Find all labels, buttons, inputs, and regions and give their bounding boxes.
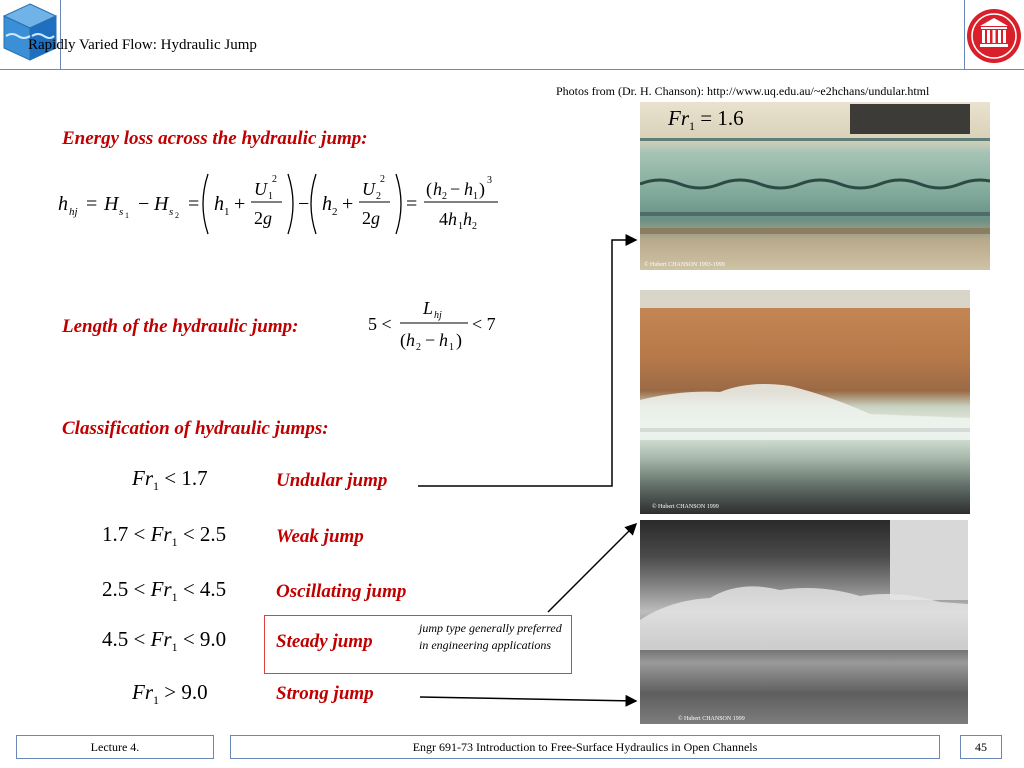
steady-jump-note: jump type generally preferred in engineering applications bbox=[419, 621, 562, 652]
froude-range-weak: $1.7 < Fr_1 < 2.5$ bbox=[102, 522, 227, 550]
svg-text:hj: hj bbox=[69, 206, 78, 218]
svg-text:2: 2 bbox=[272, 174, 277, 185]
slide-title: Rapidly Varied Flow: Hydraulic Jump bbox=[28, 37, 257, 53]
svg-text:=: = bbox=[188, 193, 200, 215]
photo-copyright-1: © Hubert CHANSON 1993-1999 bbox=[644, 262, 725, 268]
svg-text:hj: hj bbox=[434, 310, 442, 321]
photo-source-credit: Photos from (Dr. H. Chanson): http://www.uq.edu.au/~e2hchans/undular.html bbox=[556, 84, 930, 98]
svg-text:2g: 2g bbox=[254, 208, 272, 228]
footer-lecture: Lecture 4. bbox=[16, 735, 214, 759]
svg-text:(: ( bbox=[400, 330, 406, 350]
photo-froude-label: $Fr_1 = 1.6$ bbox=[668, 106, 744, 134]
svg-text:1: 1 bbox=[458, 221, 463, 232]
svg-text:U: U bbox=[362, 179, 375, 199]
svg-text:=: = bbox=[406, 193, 418, 215]
jump-label-oscillating: Oscillating jump bbox=[276, 581, 407, 602]
svg-text:h: h bbox=[439, 330, 448, 350]
svg-text:=: = bbox=[86, 193, 98, 215]
svg-text:−: − bbox=[298, 193, 310, 215]
svg-text:H: H bbox=[104, 193, 119, 215]
svg-text:2: 2 bbox=[472, 221, 477, 232]
svg-text:h: h bbox=[433, 179, 442, 199]
svg-text:2: 2 bbox=[442, 191, 447, 202]
strong-jump-photo bbox=[640, 520, 968, 724]
svg-text:−: − bbox=[138, 193, 150, 215]
jump-label-weak: Weak jump bbox=[276, 526, 364, 547]
jump-label-undular: Undular jump bbox=[276, 470, 388, 491]
svg-text:h: h bbox=[463, 209, 472, 229]
svg-text:U: U bbox=[254, 179, 267, 199]
svg-text:1: 1 bbox=[449, 342, 454, 353]
svg-text:5 <: 5 < bbox=[368, 314, 392, 334]
svg-text:): ) bbox=[456, 330, 462, 350]
svg-text:−: − bbox=[450, 179, 461, 199]
svg-text:2: 2 bbox=[380, 174, 385, 185]
svg-text:(: ( bbox=[426, 179, 432, 199]
svg-text:h: h bbox=[322, 193, 332, 215]
svg-text:): ) bbox=[479, 179, 485, 199]
photo-copyright-2: © Hubert CHANSON 1999 bbox=[652, 504, 719, 510]
svg-text:1: 1 bbox=[125, 211, 129, 220]
footer-course-title: Engr 691-73 Introduction to Free-Surface Hydraulics in Open Channels bbox=[230, 735, 940, 759]
steady-jump-photo bbox=[640, 290, 970, 514]
footer-page-number: 45 bbox=[960, 735, 1002, 759]
svg-text:1: 1 bbox=[268, 191, 273, 202]
svg-text:2: 2 bbox=[175, 211, 179, 220]
svg-text:−: − bbox=[425, 330, 436, 350]
svg-text:1: 1 bbox=[224, 206, 230, 218]
photo-copyright-3: © Hubert CHANSON 1999 bbox=[678, 716, 745, 722]
length-heading: Length of the hydraulic jump: bbox=[62, 316, 299, 337]
svg-text:1: 1 bbox=[473, 191, 478, 202]
svg-text:s: s bbox=[119, 206, 124, 218]
froude-range-undular: $Fr_1 < 1.7$ bbox=[132, 466, 208, 494]
svg-text:2: 2 bbox=[416, 342, 421, 353]
svg-text:+: + bbox=[342, 193, 354, 215]
svg-text:h: h bbox=[464, 179, 473, 199]
svg-text:4h: 4h bbox=[439, 209, 457, 229]
froude-range-oscillating: $2.5 < Fr_1 < 4.5$ bbox=[102, 577, 227, 605]
classification-heading: Classification of hydraulic jumps: bbox=[62, 418, 329, 439]
svg-text:< 7: < 7 bbox=[472, 314, 496, 334]
jump-label-strong: Strong jump bbox=[276, 683, 374, 704]
froude-range-strong: $Fr_1 > 9.0$ bbox=[132, 680, 208, 708]
svg-text:s: s bbox=[169, 206, 174, 218]
froude-range-steady: $4.5 < Fr_1 < 9.0$ bbox=[102, 627, 227, 655]
svg-text:2g: 2g bbox=[362, 208, 380, 228]
svg-text:3: 3 bbox=[487, 175, 492, 186]
energy-loss-heading: Energy loss across the hydraulic jump: bbox=[62, 128, 368, 149]
svg-text:2: 2 bbox=[376, 191, 381, 202]
svg-text:L: L bbox=[423, 298, 434, 318]
svg-text:H: H bbox=[154, 193, 169, 215]
jump-label-steady: Steady jump bbox=[276, 631, 373, 652]
svg-text:h: h bbox=[214, 193, 224, 215]
svg-text:h: h bbox=[406, 330, 415, 350]
svg-text:h: h bbox=[58, 193, 68, 215]
svg-text:2: 2 bbox=[332, 206, 338, 218]
svg-text:+: + bbox=[234, 193, 246, 215]
